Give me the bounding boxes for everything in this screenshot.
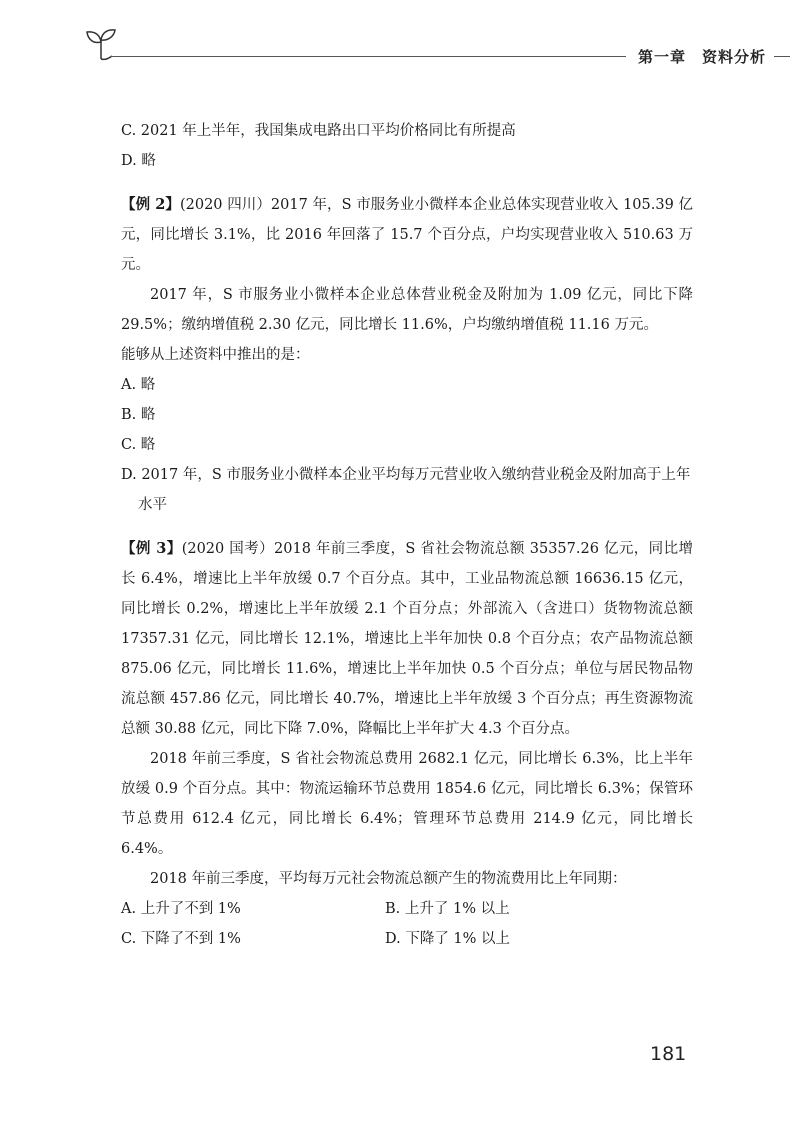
example-2-option-b: B. 略	[121, 407, 156, 423]
page-number: 181	[650, 1043, 687, 1065]
example-3-options-row-1	[121, 894, 693, 924]
example-2-question: 能够从上述资料中推出的是：	[121, 347, 310, 363]
example-2-para2: 2017 年，S 市服务业小微样本企业总体营业税金及附加为 1.09 亿元，同比下降 29.5%；缴纳增值税 2.30 亿元，同比增长 11.6%，户均缴纳增值税 11.16 万元。	[121, 287, 693, 333]
example-2-option-c: C. 略	[121, 437, 156, 453]
example-2-para1: (2020 四川）2017 年，S 市服务业小微样本企业总体实现营业收入 105.39 亿元，同比增长 3.1%，比 2016 年回落了 15.7 个百分点，户均实现营业收入 510.63 万元。	[121, 197, 693, 273]
header-rule-right	[774, 56, 790, 57]
example-2-option-d: D. 2017 年，S 市服务业小微样本企业平均每万元营业收入缴纳营业税金及附加高于上年水平	[121, 467, 691, 513]
example-2-tag: 【例 2】	[121, 196, 180, 213]
header-rule	[110, 56, 626, 57]
chapter-title: 第一章 资料分析	[638, 48, 767, 66]
option-c: C. 2021 年上半年，我国集成电路出口平均价格同比有所提高	[121, 123, 516, 139]
page-header	[82, 26, 790, 76]
example-3	[121, 534, 693, 954]
example-2-intro	[121, 190, 693, 280]
example-3-tag: 【例 3】	[121, 540, 182, 557]
block1	[121, 116, 693, 176]
example-3-intro	[121, 534, 693, 744]
example-2	[121, 190, 693, 520]
example-3-para2: 2018 年前三季度，S 省社会物流总费用 2682.1 亿元，同比增长 6.3%，比上半年放缓 0.9 个百分点。其中：物流运输环节总费用 1854.6 亿元，同比增长 6.3%；保管环节总费用 612.4 亿元，同比增长 6.4%；管理环节总费用 214.9 亿元，同比增长 6.4%。	[121, 751, 693, 857]
example-3-question: 2018 年前三季度，平均每万元社会物流总额产生的物流费用比上年同期：	[150, 871, 627, 887]
example-3-options-row-2	[121, 924, 693, 954]
example-2-option-a: A. 略	[121, 377, 156, 393]
page-body	[121, 116, 693, 954]
example-3-option-d: D. 下降了 1% 以上	[385, 931, 511, 947]
example-3-option-b: B. 上升了 1% 以上	[385, 901, 510, 917]
example-3-para1: (2020 国考）2018 年前三季度，S 省社会物流总额 35357.26 亿元，同比增长 6.4%，增速比上半年放缓 0.7 个百分点。其中，工业品物流总额 16636.15 亿元，同比增长 0.2%，增速比上半年放缓 2.1 个百分点；外部流入（含进口）货物物流总额 17357.31 亿元，同比增长 12.1%，增速比上半年加快 0.8 个百分点；农产品物流总额 875.06 亿元，同比增长 11.6%，增速比上半年加快 0.5 个百分点；单位与居民物品物流总额 457.86 亿元，同比增长 40.7%，增速比上半年放缓 3 个百分点；再生资源物流总额 30.88 亿元，同比下降 7.0%，降幅比上半年扩大 4.3 个百分点。	[121, 541, 694, 737]
option-d: D. 略	[121, 153, 156, 169]
sprout-icon	[82, 26, 122, 66]
example-3-option-a: A. 上升了不到 1%	[121, 901, 241, 917]
example-3-option-c: C. 下降了不到 1%	[121, 931, 241, 947]
